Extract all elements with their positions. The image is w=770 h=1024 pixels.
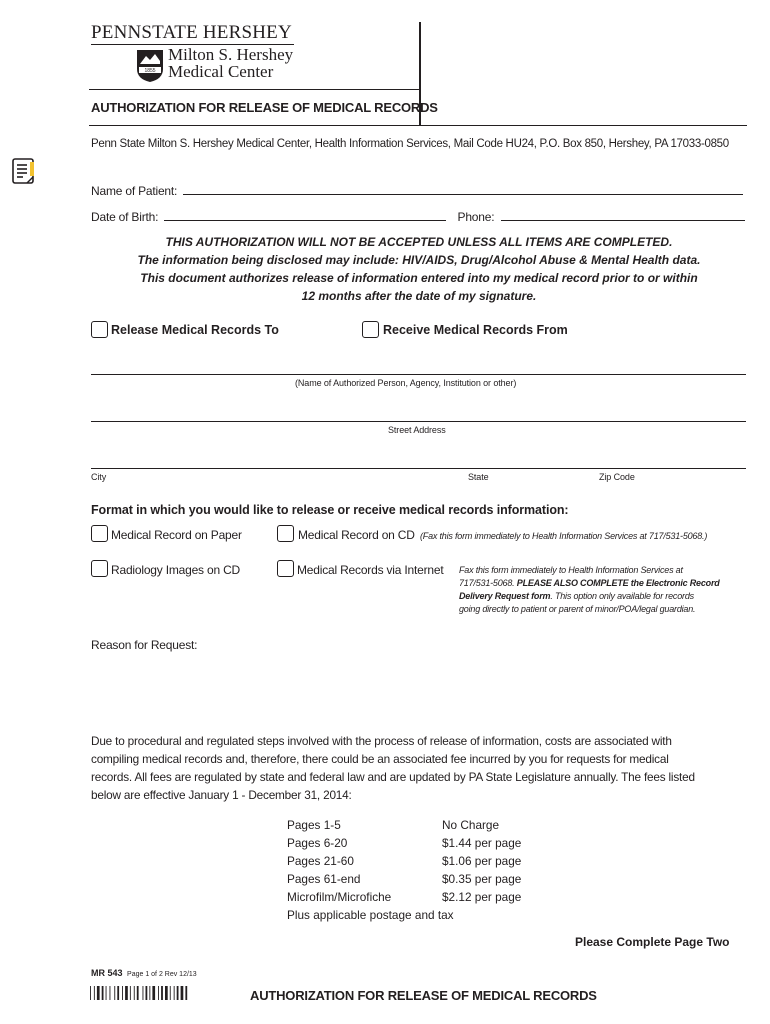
fees-paragraph-line2: compiling medical records and, therefore, there could be an associated fee incurred by you for requests for medical [91, 752, 669, 766]
fee-item: Microfilm/Microfiche [287, 890, 392, 904]
fee-price: $0.35 per page [442, 872, 522, 886]
fee-item: Pages 21-60 [287, 854, 354, 868]
authorized-name-field[interactable] [91, 374, 746, 375]
fee-price: $2.12 per page [442, 890, 522, 904]
shield-year: 1855 [144, 68, 156, 74]
page-info: Page 1 of 2 Rev 12/13 [127, 971, 197, 978]
internet-note-option: . This option only available for records [550, 591, 694, 601]
fee-row [287, 852, 587, 870]
fee-row [287, 834, 587, 852]
document-notes-icon[interactable] [12, 158, 36, 186]
zip-caption: Zip Code [599, 472, 635, 482]
patient-name-row [91, 184, 743, 198]
release-records-label: Release Medical Records To [111, 323, 279, 337]
fees-footer: Plus applicable postage and tax [287, 908, 454, 922]
paper-checkbox[interactable] [91, 525, 108, 542]
cd-label: Medical Record on CD [298, 528, 415, 542]
dob-label: Date of Birth: [91, 210, 159, 224]
page-two-note: Please Complete Page Two [575, 935, 730, 949]
internet-note-line1: Fax this form immediately to Health Information Services at [459, 565, 683, 575]
internet-note-complete: PLEASE ALSO COMPLETE the Electronic Record [516, 578, 720, 588]
receive-records-checkbox[interactable] [362, 321, 379, 338]
street-address-field[interactable] [91, 421, 746, 422]
state-caption: State [468, 472, 489, 482]
reason-field[interactable] [91, 656, 747, 716]
fees-paragraph-line1: Due to procedural and regulated steps involved with the process of release of information, costs are associated with [91, 734, 672, 748]
format-heading: Format in which you would like to release or receive medical records information: [91, 503, 569, 517]
receive-records-label: Receive Medical Records From [383, 323, 568, 337]
shield-logo-icon [136, 49, 164, 83]
footer-title: AUTHORIZATION FOR RELEASE OF MEDICAL RECORDS [250, 988, 597, 1003]
release-records-checkbox[interactable] [91, 321, 108, 338]
internet-note [459, 564, 759, 616]
fee-row [287, 816, 587, 834]
dob-phone-row [91, 210, 745, 224]
form-code [91, 968, 197, 978]
fee-item: Pages 6-20 [287, 836, 348, 850]
notice-line-4: 12 months after the date of my signature. [301, 289, 537, 303]
patient-name-label: Name of Patient: [91, 184, 178, 198]
brand-name [168, 46, 293, 80]
dob-field[interactable] [164, 211, 446, 221]
fees-paragraph-line3: records. All fees are regulated by state and federal law and are updated by PA State Legislature annually. The fees listed [91, 770, 695, 784]
fee-price: $1.44 per page [442, 836, 522, 850]
phone-label: Phone: [457, 210, 495, 224]
city-state-zip-field[interactable] [91, 468, 746, 469]
brand-wordmark: PENNSTATE HERSHEY [91, 22, 292, 43]
internet-note-fax: 717/531-5068. [459, 578, 517, 588]
fee-item: Pages 1-5 [287, 818, 341, 832]
fees-paragraph-line4: below are effective January 1 - December 31, 2014: [91, 788, 352, 802]
brand-name-line2: Medical Center [168, 62, 274, 81]
fee-row [287, 888, 587, 906]
internet-checkbox[interactable] [277, 560, 294, 577]
street-address-caption: Street Address [388, 425, 446, 435]
radiology-checkbox[interactable] [91, 560, 108, 577]
header-divider [89, 89, 420, 90]
fees-paragraph [91, 732, 747, 804]
fee-price: $1.06 per page [442, 854, 522, 868]
internet-note-line4: going directly to patient or parent of minor/POA/legal guardian. [459, 604, 696, 614]
patient-name-field[interactable] [183, 185, 743, 195]
form-number: MR 543 [91, 968, 123, 978]
city-caption: City [91, 472, 107, 482]
internet-note-form: Delivery Request form [459, 591, 551, 601]
authorized-name-caption: (Name of Authorized Person, Agency, Institution or other) [295, 378, 517, 388]
fee-price: No Charge [442, 818, 500, 832]
facility-address: Penn State Milton S. Hershey Medical Center, Health Information Services, Mail Code HU24, P.O. Box 850, Hershey, PA 17033-0850 [91, 138, 729, 150]
paper-label: Medical Record on Paper [111, 528, 242, 542]
phone-field[interactable] [501, 211, 745, 221]
brand-name-line1: Milton S. Hershey [168, 45, 294, 64]
notice-line-1: THIS AUTHORIZATION WILL NOT BE ACCEPTED UNLESS ALL ITEMS ARE COMPLETED. [165, 235, 673, 249]
notice-line-2: The information being disclosed may include: HIV/AIDS, Drug/Alcohol Abuse & Mental Health data. [137, 253, 701, 267]
fee-row [287, 870, 587, 888]
barcode [90, 986, 215, 1000]
fee-item: Pages 61-end [287, 872, 361, 886]
reason-label: Reason for Request: [91, 638, 198, 652]
radiology-label: Radiology Images on CD [111, 563, 241, 577]
title-underline [89, 125, 747, 126]
notice-line-3: This document authorizes release of information entered into my medical record prior to or within [140, 271, 698, 285]
internet-label: Medical Records via Internet [297, 563, 444, 577]
cd-fax-note: (Fax this form immediately to Health Information Services at 717/531-5068.) [420, 531, 708, 541]
form-title: AUTHORIZATION FOR RELEASE OF MEDICAL RECORDS [91, 100, 438, 115]
cd-checkbox[interactable] [277, 525, 294, 542]
